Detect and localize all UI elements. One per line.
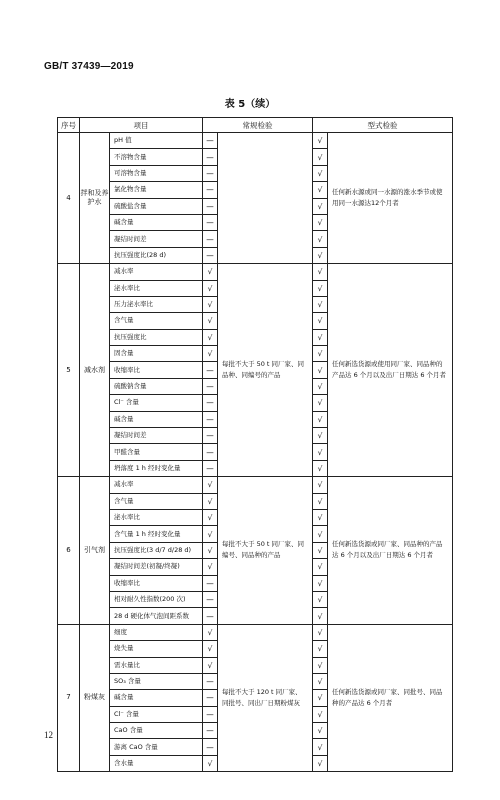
routine-mark: — [203,411,218,427]
routine-mark: √ [203,657,218,673]
group-seq: 4 [58,133,80,264]
item-name: 碱含量 [110,690,203,706]
item-name: 硫酸钠含量 [110,378,203,394]
group-seq: 5 [58,264,80,477]
header-seq: 序号 [58,118,80,133]
group-seq: 7 [58,624,80,772]
item-name: 不溶物含量 [110,149,203,165]
routine-mark: — [203,395,218,411]
table-row [58,624,453,640]
type-test-mark: √ [313,608,328,624]
item-name: 可溶物含量 [110,165,203,181]
type-test-mark: √ [313,444,328,460]
item-name: 坍落度 1 h 经时变化量 [110,460,203,476]
item-name: pH 值 [110,133,203,149]
routine-mark: — [203,214,218,230]
type-test-mark: √ [313,739,328,755]
table-row [58,477,453,493]
routine-mark: — [203,706,218,722]
header-type-test: 型式检验 [313,118,453,133]
routine-mark: — [203,460,218,476]
routine-mark: — [203,428,218,444]
group-material: 引气剂 [80,477,110,625]
type-test-mark: √ [313,641,328,657]
item-name: 含水量 [110,755,203,771]
type-test-mark: √ [313,526,328,542]
item-name: 相对耐久性指数(200 次) [110,591,203,607]
routine-mark: √ [203,641,218,657]
item-name: 减水率 [110,264,203,280]
routine-mark: √ [203,624,218,640]
type-test-mark: √ [313,133,328,149]
item-name: 泌水率比 [110,509,203,525]
type-test-mark: √ [313,149,328,165]
group-material: 减水剂 [80,264,110,477]
item-name: 凝结时间差 [110,231,203,247]
item-name: 烧失量 [110,641,203,657]
routine-mark: √ [203,526,218,542]
type-test-mark: √ [313,477,328,493]
item-name: 收缩率比 [110,362,203,378]
item-name: 收缩率比 [110,575,203,591]
type-test-frequency: 任何新选货源或同厂家、同品种的产品达 6 个月以及出厂日期达 6 个月者 [328,477,453,625]
inspection-table [57,117,453,772]
routine-frequency [218,133,313,264]
group-material: 拌和及养护水 [80,133,110,264]
routine-mark: — [203,608,218,624]
routine-mark: — [203,444,218,460]
type-test-frequency: 任何新水源或同一水源的涨水季节或使用同一水源达12个月者 [328,133,453,264]
routine-mark: — [203,231,218,247]
type-test-mark: √ [313,657,328,673]
item-name: 甲醛含量 [110,444,203,460]
type-test-mark: √ [313,690,328,706]
type-test-mark: √ [313,493,328,509]
item-name: 凝结时间差 [110,428,203,444]
item-name: 含气量 [110,313,203,329]
routine-mark: √ [203,542,218,558]
type-test-mark: √ [313,559,328,575]
table-row [58,133,453,149]
item-name: CaO 含量 [110,723,203,739]
table-caption: 表 5（续） [224,99,276,110]
item-name: 碱含量 [110,411,203,427]
table-header-row [58,118,453,133]
item-name: 抗压强度比(28 d) [110,247,203,263]
type-test-mark: √ [313,214,328,230]
type-test-mark: √ [313,296,328,312]
item-name: Cl⁻ 含量 [110,395,203,411]
group-seq: 6 [58,477,80,625]
routine-mark: — [203,690,218,706]
type-test-mark: √ [313,395,328,411]
item-name: 固含量 [110,346,203,362]
item-name: 凝结时间差(初凝/终凝) [110,559,203,575]
routine-mark: — [203,575,218,591]
item-name: 碱含量 [110,214,203,230]
type-test-mark: √ [313,231,328,247]
routine-mark: — [203,591,218,607]
type-test-mark: √ [313,280,328,296]
page-number: 12 [44,730,53,740]
routine-mark: — [203,133,218,149]
type-test-mark: √ [313,329,328,345]
routine-mark: — [203,149,218,165]
routine-mark: √ [203,346,218,362]
item-name: 减水率 [110,477,203,493]
routine-mark: — [203,723,218,739]
item-name: 28 d 硬化体气泡间距系数 [110,608,203,624]
standard-code: GB/T 37439—2019 [44,61,134,72]
routine-mark: √ [203,280,218,296]
table-row [58,264,453,280]
item-name: 抗压强度比 [110,329,203,345]
type-test-mark: √ [313,247,328,263]
type-test-mark: √ [313,428,328,444]
type-test-mark: √ [313,673,328,689]
table-body [58,133,453,772]
item-name: 压力泌水率比 [110,296,203,312]
routine-mark: — [203,362,218,378]
routine-mark: — [203,165,218,181]
routine-mark: √ [203,477,218,493]
routine-mark: √ [203,329,218,345]
item-name: 抗压强度比(3 d/7 d/28 d) [110,542,203,558]
type-test-mark: √ [313,198,328,214]
type-test-mark: √ [313,460,328,476]
routine-frequency: 每批不大于 50 t 同厂家、同编号、同品种的产品 [218,477,313,625]
type-test-mark: √ [313,755,328,771]
type-test-mark: √ [313,362,328,378]
item-name: 泌水率比 [110,280,203,296]
type-test-mark: √ [313,591,328,607]
routine-frequency: 每批不大于 50 t 同厂家、同品种、同编号的产品 [218,264,313,477]
routine-frequency: 每批不大于 120 t 同厂家、同批号、同出厂日期粉煤灰 [218,624,313,772]
group-material: 粉煤灰 [80,624,110,772]
item-name: SO₃ 含量 [110,673,203,689]
routine-mark: √ [203,493,218,509]
header-item: 项目 [80,118,203,133]
type-test-mark: √ [313,264,328,280]
routine-mark: √ [203,755,218,771]
routine-mark: — [203,673,218,689]
routine-mark: √ [203,509,218,525]
type-test-mark: √ [313,542,328,558]
routine-mark: — [203,247,218,263]
type-test-mark: √ [313,624,328,640]
item-name: 含气量 1 h 经时变化量 [110,526,203,542]
type-test-frequency: 任何新选货源或使用同厂家、同品种的产品达 6 个月以及出厂日期达 6 个月者 [328,264,453,477]
routine-mark: √ [203,264,218,280]
item-name: 氯化物含量 [110,182,203,198]
routine-mark: √ [203,559,218,575]
item-name: 硫酸盐含量 [110,198,203,214]
item-name: 细度 [110,624,203,640]
type-test-mark: √ [313,165,328,181]
type-test-mark: √ [313,411,328,427]
type-test-mark: √ [313,313,328,329]
routine-mark: √ [203,313,218,329]
routine-mark: — [203,739,218,755]
type-test-mark: √ [313,575,328,591]
item-name: 需水量比 [110,657,203,673]
type-test-mark: √ [313,378,328,394]
item-name: 游离 CaO 含量 [110,739,203,755]
type-test-mark: √ [313,182,328,198]
routine-mark: — [203,378,218,394]
type-test-mark: √ [313,346,328,362]
type-test-frequency: 任何新选货源或同厂家、同批号、同品种的产品达 6 个月者 [328,624,453,772]
type-test-mark: √ [313,509,328,525]
type-test-mark: √ [313,706,328,722]
routine-mark: — [203,182,218,198]
type-test-mark: √ [313,723,328,739]
routine-mark: √ [203,296,218,312]
item-name: 含气量 [110,493,203,509]
header-routine: 常规检验 [203,118,313,133]
item-name: Cl⁻ 含量 [110,706,203,722]
routine-mark: — [203,198,218,214]
